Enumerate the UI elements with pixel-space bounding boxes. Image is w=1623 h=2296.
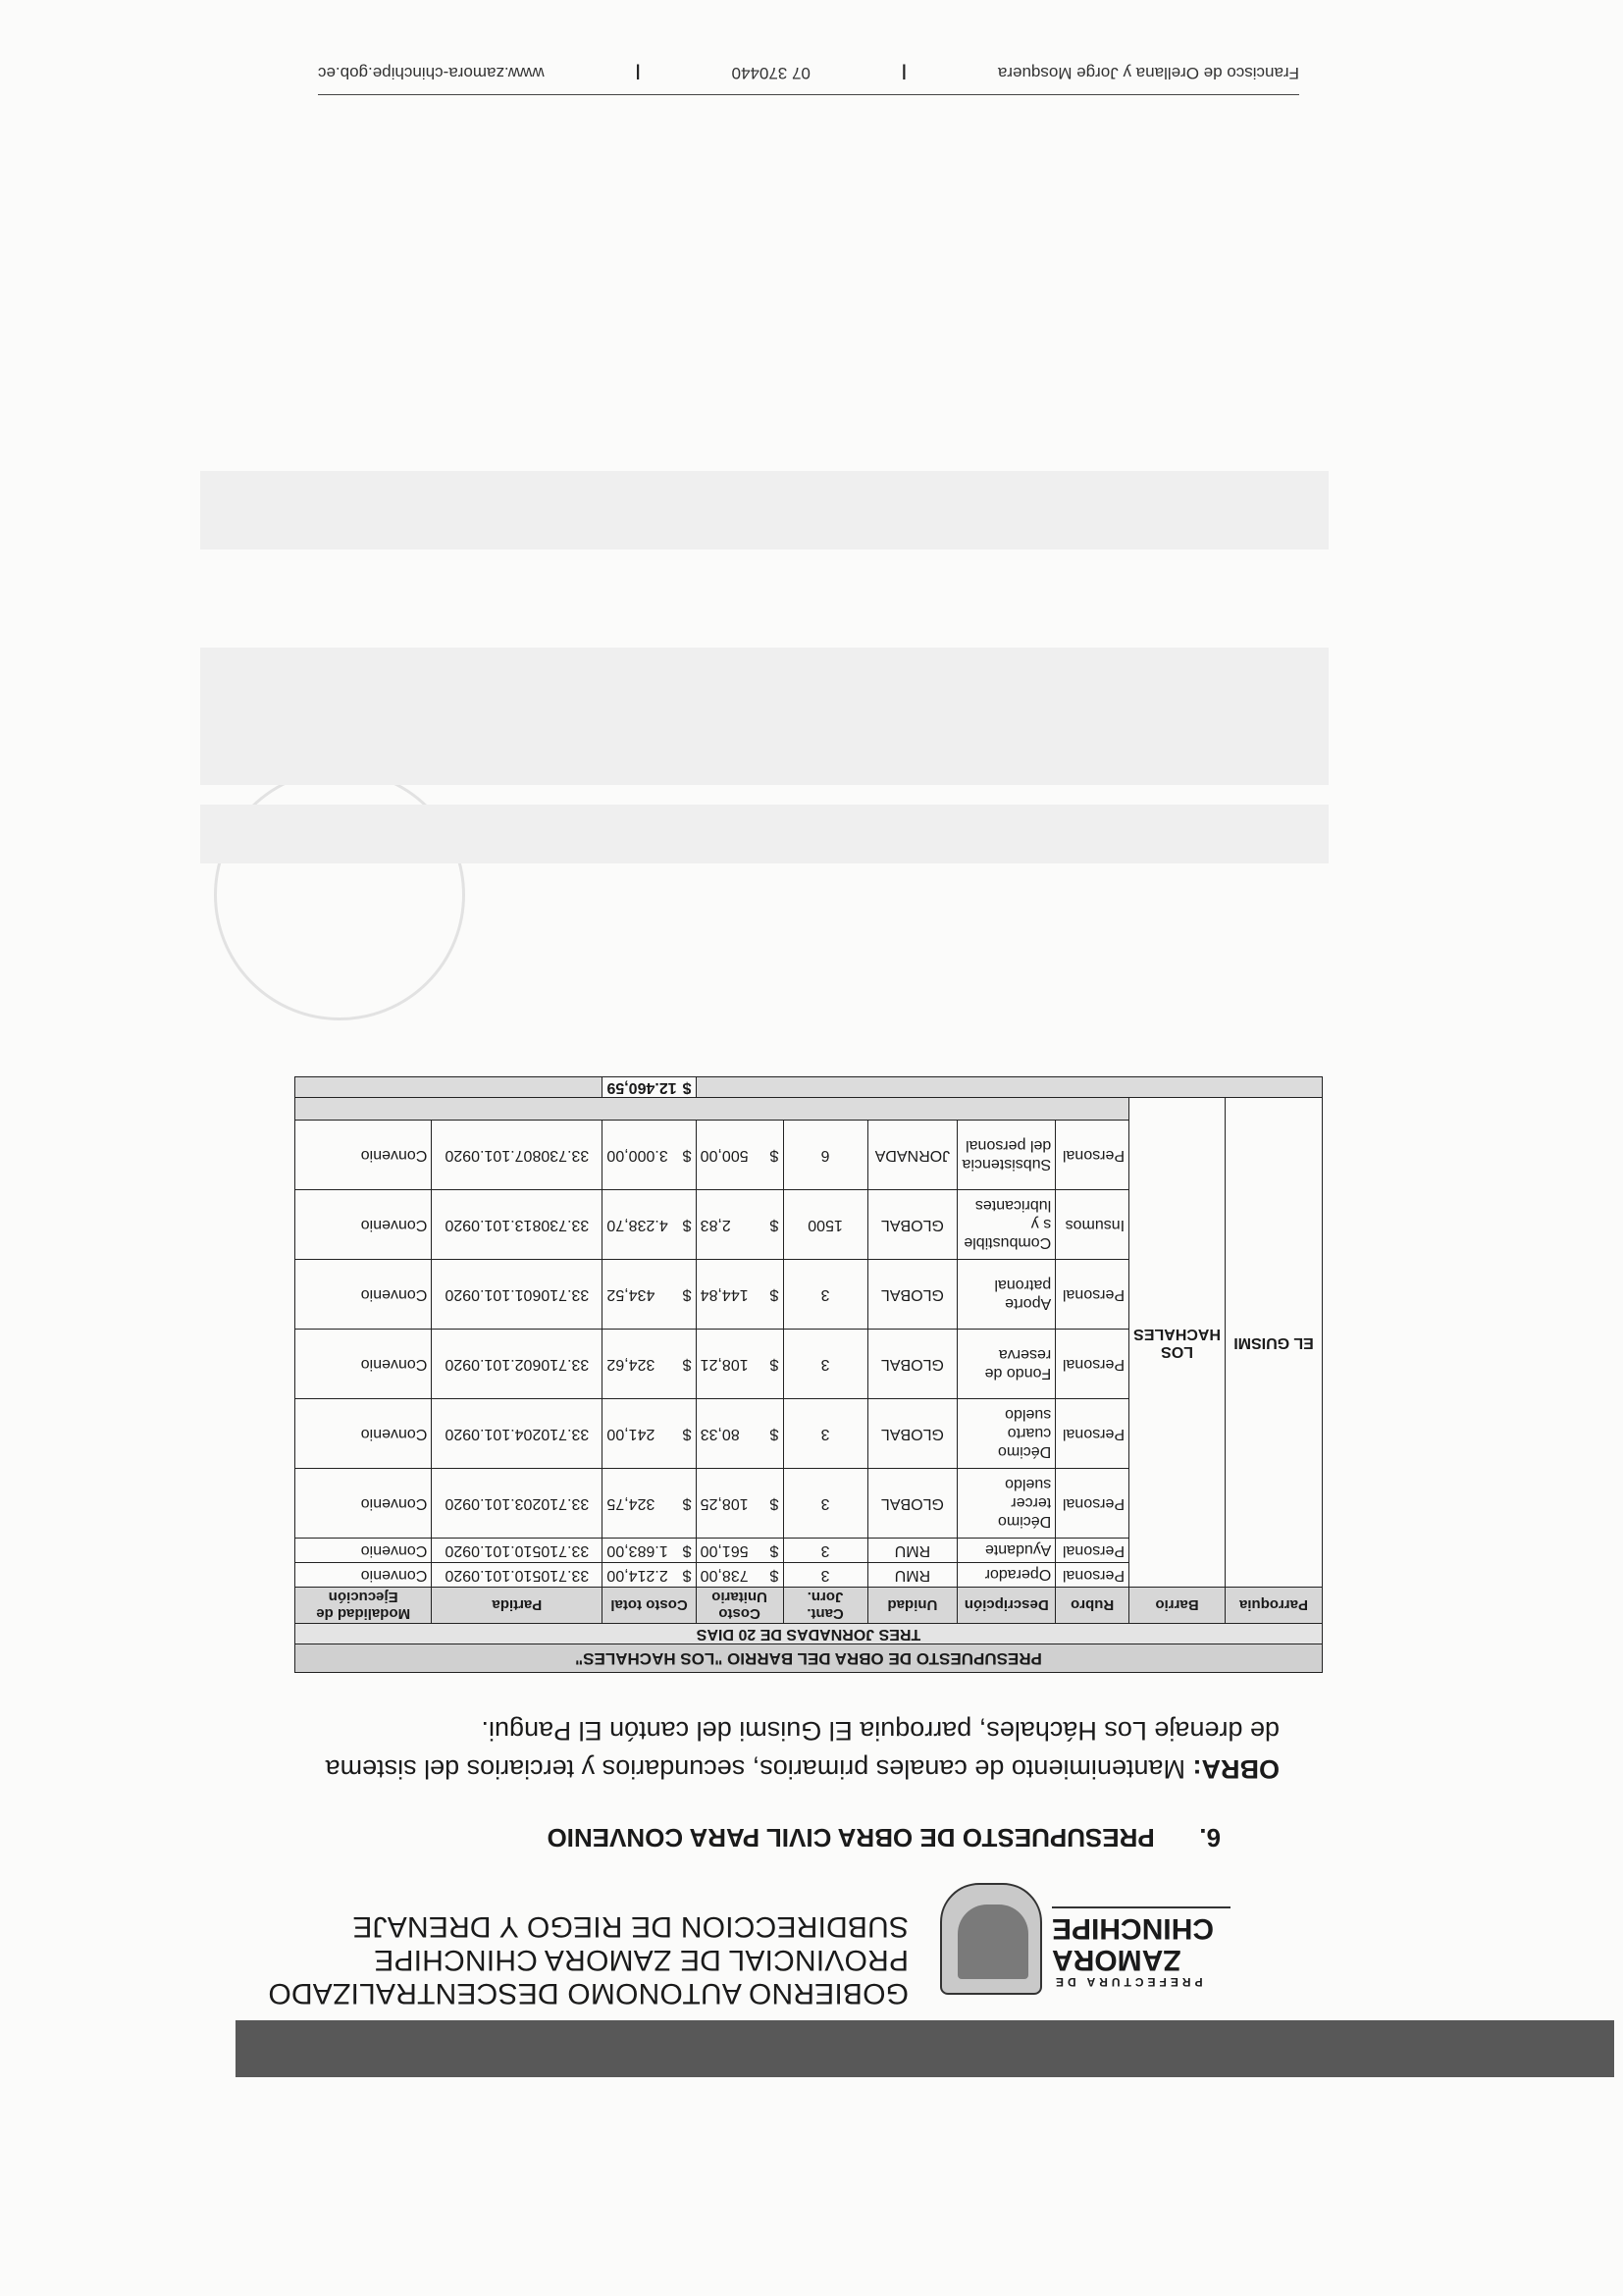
cant-cell: 3 [783,1399,867,1469]
grand-total-cell: $ 12.460,59 [602,1077,696,1098]
descripcion-cell: Ayudante [958,1539,1056,1563]
footer-website[interactable]: www.zamora-chinchipe.gob.ec [318,64,545,82]
coat-of-arms-icon [940,1883,1042,1995]
obra-paragraph [298,1711,1280,1788]
unidad-cell: GLOBAL [867,1469,958,1539]
header-modalidad: Modalidad de Ejecución [295,1588,432,1624]
header-cant: Cant. Jorn. [783,1588,867,1624]
cant-cell: 3 [783,1539,867,1563]
modalidad-cell: Convenio [295,1539,432,1563]
partida-cell: 33.710203.101.0920 [432,1469,602,1539]
unidad-cell: JORNADA [867,1121,958,1190]
header-unidad: Unidad [867,1588,958,1624]
modalidad-cell: Convenio [295,1190,432,1260]
modalidad-cell: Convenio [295,1469,432,1539]
table-header-row [295,1588,1323,1624]
rubro-cell: Personal [1056,1539,1129,1563]
footer-separator: | [635,64,641,82]
total-cell: $ 324,75 [602,1469,696,1539]
footer-phone: 07 370440 [731,64,811,82]
cant-cell: 3 [783,1469,867,1539]
unidad-cell: GLOBAL [867,1330,958,1399]
header-partida: Partida [432,1588,602,1624]
footer-separator: | [902,64,907,82]
cant-cell: 1500 [783,1190,867,1260]
institution-title-line-3: SUBDIRECCION DE RIEGO Y DRENAJE [352,1910,909,1943]
logo-line-1: ZAMORA [1052,1944,1181,1976]
descripcion-cell: Operador [958,1563,1056,1588]
faded-text-block [200,805,1329,863]
header-costo-unitario: Costo Unitario [696,1588,783,1624]
modalidad-cell: Convenio [295,1330,432,1399]
unitario-cell: $ 2,83 [696,1190,783,1260]
obra-text: Mantenimiento de canales primarios, secundarios y terciarios del sistema de drenaje Los Háchales, parroquia El Guismi del cantón El Pangui. [325,1716,1280,1784]
cant-cell: 3 [783,1563,867,1588]
page-footer [318,63,1299,82]
logo-small-text: PREFECTURA DE [1052,1975,1203,1989]
descripcion-cell: Combustible s y lubricantes [958,1190,1056,1260]
cant-cell: 3 [783,1330,867,1399]
faded-text-block [200,648,1329,785]
unitario-cell: $ 561,00 [696,1539,783,1563]
modalidad-cell: Convenio [295,1260,432,1330]
partida-cell: 33.730813.101.0920 [432,1190,602,1260]
partida-cell: 33.710601.101.0920 [432,1260,602,1330]
total-cell: $ 1.683,00 [602,1539,696,1563]
barrio-cell: LOS HACHALES [1129,1098,1226,1588]
logo-line-2: CHINCHIPE [1052,1912,1215,1945]
header-parroquia: Parroquia [1225,1588,1322,1624]
rubro-cell: Personal [1056,1399,1129,1469]
header-barrio: Barrio [1129,1588,1226,1624]
modalidad-cell: Convenio [295,1563,432,1588]
unidad-cell: GLOBAL [867,1190,958,1260]
unidad-cell: RMU [867,1539,958,1563]
unitario-cell: $ 108,25 [696,1469,783,1539]
parroquia-cell: EL GUISMI [1225,1098,1322,1588]
descripcion-cell: Subsistencia del personal [958,1121,1056,1190]
logo-text [1052,1906,1309,1989]
total-cell: $ 241,00 [602,1399,696,1469]
unitario-cell: $ 80,33 [696,1399,783,1469]
total-cell: $ 3.000,00 [602,1121,696,1190]
descripcion-cell: Décimo tercer sueldo [958,1469,1056,1539]
institution-title [163,1909,909,2009]
section-heading [338,1822,1221,1852]
table-banner: PRESUPUESTO DE OBRA DEL BARRIO "LOS HACHALES" [295,1644,1323,1673]
header-rubro: Rubro [1056,1588,1129,1624]
prefectura-logo [936,1887,1309,1995]
descripcion-cell: Fondo de reserva [958,1330,1056,1399]
table-row [295,1563,1323,1588]
unitario-cell: $ 144,84 [696,1260,783,1330]
header-bar [236,2020,1614,2077]
unitario-cell: $ 108,21 [696,1330,783,1399]
total-row [295,1077,1323,1098]
descripcion-cell: Décimo cuarto sueldo [958,1399,1056,1469]
unitario-cell: $ 738,00 [696,1563,783,1588]
unidad-cell: GLOBAL [867,1260,958,1330]
rubro-cell: Insumos [1056,1190,1129,1260]
partida-cell: 33.710510.101.0920 [432,1539,602,1563]
footer-rule [318,94,1299,95]
partida-cell: 33.710204.101.0920 [432,1399,602,1469]
footer-address: Francisco de Orellana y Jorge Mosquera [997,64,1299,82]
modalidad-cell: Convenio [295,1121,432,1190]
unitario-cell: $ 500,00 [696,1121,783,1190]
rubro-cell: Personal [1056,1330,1129,1399]
total-cell: $ 434,52 [602,1260,696,1330]
descripcion-cell: Aporte patronal [958,1260,1056,1330]
rubro-cell: Personal [1056,1469,1129,1539]
budget-table [294,1076,1323,1673]
rubro-cell: Personal [1056,1121,1129,1190]
rubro-cell: Personal [1056,1260,1129,1330]
total-cell: $ 2.214,00 [602,1563,696,1588]
modalidad-cell: Convenio [295,1399,432,1469]
unidad-cell: GLOBAL [867,1399,958,1469]
total-cell: $ 324,62 [602,1330,696,1399]
faded-text-block [200,471,1329,549]
unidad-cell: RMU [867,1563,958,1588]
institution-title-line-2: PROVINCIAL DE ZAMORA CHINCHIPE [374,1944,909,1976]
section-title: PRESUPUESTO DE OBRA CIVIL PARA CONVENIO [547,1823,1155,1852]
section-number: 6. [1199,1823,1221,1852]
total-cell: $ 4.238,70 [602,1190,696,1260]
header-descripcion: Descripción [958,1588,1056,1624]
obra-label: OBRA: [1192,1754,1280,1784]
institution-title-line-1: GOBIERNO AUTONOMO DESCENTRALIZADO [268,1977,909,2009]
partida-cell: 33.710510.101.0920 [432,1563,602,1588]
cant-cell: 6 [783,1121,867,1190]
table-subbanner: TRES JORNADAS DE 20 DIAS [295,1624,1323,1644]
partida-cell: 33.710602.101.0920 [432,1330,602,1399]
partida-cell: 33.730807.101.0920 [432,1121,602,1190]
header-costo-total: Costo total [602,1588,696,1624]
cant-cell: 3 [783,1260,867,1330]
rubro-cell: Personal [1056,1563,1129,1588]
